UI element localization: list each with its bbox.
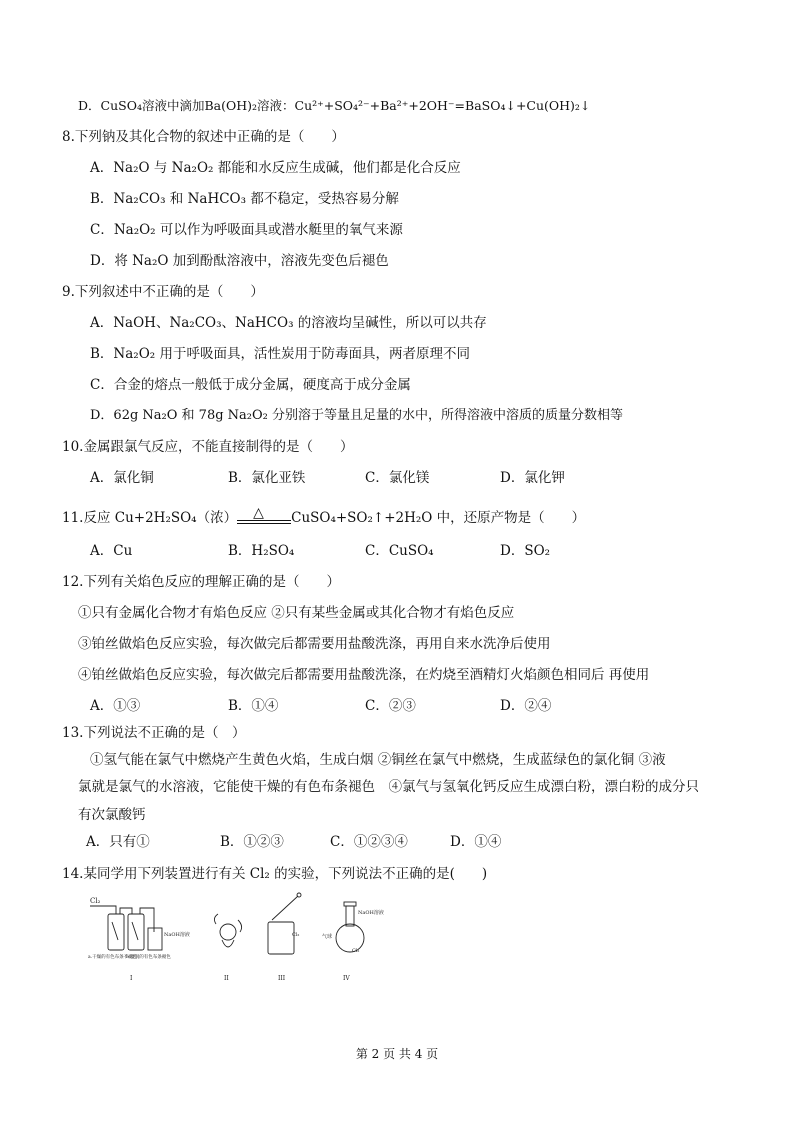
cl2-label-4: Cl₂	[352, 948, 360, 954]
page-footer: 第 2 页 共 4 页	[355, 1047, 439, 1061]
apparatus-iii	[268, 893, 301, 982]
q12-option-a: A．①③	[90, 698, 141, 714]
naoh-label-2: NaOH溶液	[358, 910, 384, 916]
q10-option-b: B．氯化亚铁	[228, 470, 306, 486]
q8-option-a: A．Na₂O 与 Na₂O₂ 都能和水反应生成碱，他们都是化合反应	[90, 160, 461, 176]
apparatus-i	[88, 897, 190, 982]
fig-number-1: I	[130, 975, 133, 982]
q9-option-b: B．Na₂O₂ 用于呼吸面具，活性炭用于防毒面具，两者原理不同	[90, 346, 470, 362]
q9-option-d: D．62g Na₂O 和 78g Na₂O₂ 分别溶于等量且足量的水中，所得溶液中溶质的质量分数相等	[90, 408, 624, 423]
q10-option-d: D．氯化钾	[500, 470, 565, 486]
fig-number-2: II	[224, 975, 229, 982]
question-12: 12.下列有关焰色反应的理解正确的是（ ）	[62, 574, 340, 590]
q11-option-d: D．SO₂	[500, 543, 551, 559]
q13-option-c: C．①②③④	[330, 834, 408, 850]
q11-option-a: A．Cu	[90, 543, 133, 559]
question-10: 10.金属跟氯气反应，不能直接制得的是（ ）	[62, 439, 354, 455]
apparatus-figure	[88, 892, 388, 982]
b-label: b.湿润的有色布条褪色	[126, 955, 171, 960]
balloon-label: 气球	[322, 934, 333, 940]
fig-number-4: IV	[343, 975, 350, 982]
question-11	[62, 504, 586, 529]
q13-statements-line2: 氯就是氯气的水溶液，它能使干燥的有色布条褪色 ④氯气与氢氧化钙反应生成漂白粉，漂白粉的成分只	[78, 779, 699, 795]
q13-option-a: A．只有①	[86, 834, 150, 850]
apparatus-iv	[322, 902, 384, 982]
q13-statements-line1: ①氢气能在氯气中燃烧产生黄色火焰，生成白烟 ②铜丝在氯气中燃烧，生成蓝绿色的氯化铜 ③液	[90, 752, 666, 768]
q9-option-c: C．合金的熔点一般低于成分金属，硬度高于成分金属	[90, 377, 411, 393]
q12-statement-3: ③铂丝做焰色反应实验，每次做完后都需要用盐酸洗涤，再用自来水洗净后使用	[78, 636, 551, 652]
question-13: 13.下列说法不正确的是（ ）	[62, 725, 246, 741]
q13-option-b: B．①②③	[220, 834, 284, 850]
q8-option-b: B．Na₂CO₃ 和 NaHCO₃ 都不稳定，受热容易分解	[90, 191, 399, 207]
q11-suffix: CuSO₄+SO₂↑+2H₂O 中，还原产物是（ ）	[291, 510, 586, 526]
apparatus-ii	[214, 914, 241, 982]
q13-statements-line3: 有次氯酸钙	[78, 807, 146, 823]
fig-number-3: III	[278, 975, 286, 982]
q10-option-c: C．氯化镁	[365, 470, 430, 486]
q12-option-d: D．②④	[500, 698, 552, 714]
naoh-label-1: NaOH溶液	[164, 932, 190, 938]
cl2-label: Cl₂	[90, 897, 101, 905]
q11-option-c: C．CuSO₄	[365, 543, 434, 559]
q10-option-a: A．氯化铜	[90, 470, 154, 486]
q12-statement-4: ④铂丝做焰色反应实验，每次做完后都需要用盐酸洗涤，在灼烧至酒精灯火焰颜色相同后 再使用	[78, 667, 650, 683]
q11-prefix: 11.反应 Cu+2H₂SO₄（浓）	[62, 510, 238, 526]
q13-option-d: D．①④	[450, 834, 502, 850]
q12-option-b: B．①④	[228, 698, 279, 714]
question-9: 9.下列叙述中不正确的是（ ）	[62, 284, 264, 300]
heat-triangle-icon: △	[253, 504, 264, 521]
heat-equals-sign	[237, 504, 291, 529]
option-d-previous: D．CuSO₄溶液中滴加Ba(OH)₂溶液：Cu²⁺+SO₄²⁻+Ba²⁺+2OH⁻=BaSO₄↓+Cu(OH)₂↓	[78, 98, 591, 113]
a-label: a.干燥的有色布条不褪色	[88, 955, 138, 960]
question-8: 8.下列钠及其化合物的叙述中正确的是（ ）	[62, 129, 345, 145]
q9-option-a: A．NaOH、Na₂CO₃、NaHCO₃ 的溶液均呈碱性，所以可以共存	[90, 315, 487, 331]
question-14: 14.某同学用下列装置进行有关 Cl₂ 的实验，下列说法不正确的是( )	[62, 866, 488, 882]
cl2-label-3: Cl₂	[292, 932, 300, 938]
q8-option-d: D．将 Na₂O 加到酚酞溶液中，溶液先变色后褪色	[90, 253, 389, 269]
q12-statement-1-2: ①只有金属化合物才有焰色反应 ②只有某些金属或其化合物才有焰色反应	[78, 605, 515, 621]
q11-option-b: B．H₂SO₄	[228, 543, 295, 559]
q8-option-c: C．Na₂O₂ 可以作为呼吸面具或潜水艇里的氧气来源	[90, 222, 403, 238]
q12-option-c: C．②③	[365, 698, 416, 714]
